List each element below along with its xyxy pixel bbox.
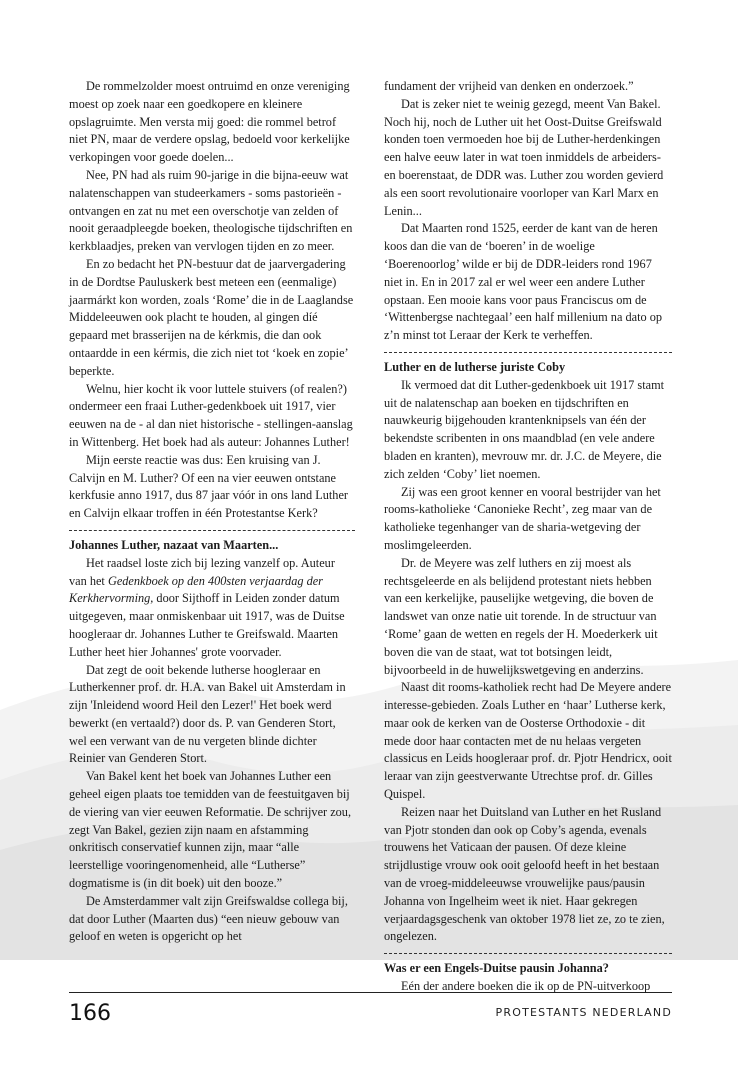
paragraph: Eén der andere boeken die ik op de PN-uitverkoop — [401, 979, 651, 994]
section-divider — [384, 953, 672, 954]
section-divider — [384, 352, 672, 353]
paragraph: fundament der vrijheid van denken en onderzoek.” — [384, 79, 634, 93]
section-heading: Luther en de lutherse juriste Coby — [384, 359, 566, 374]
paragraph: En zo bedacht het PN-bestuur dat de jaarvergadering in de Dordtse Pauluskerk best meteen een (eenmalige) jaarmárkt kon worden, zoals ‘Rome’ die in de Laaglandse Middeleeuwen ook placht te houden, al gingen díé gepaard met brasserijen na de kérkmis, die dan ook ontaardde in een kérmis, die zich niet tot ‘koek en zopie’ beperkte. — [69, 256, 354, 378]
right-column — [384, 78, 672, 996]
section-divider — [69, 530, 355, 531]
paragraph: Dat Maarten rond 1525, eerder de kant van de heren koos dan die van de ‘boeren’ in de woelige ‘Boerenoorlog’ wilde er bij de DDR-leiders rond 1967 niet in. En in 2017 zal er wel weer een andere Luther opstaan. Een mooie kans voor paus Franciscus om de ‘Wittenbergse nachtegaal’ een half millenium na dato op z’n minst tot Leraar der Kerk te verheffen. — [384, 221, 663, 343]
book-title: Gedenkboek op den 400sten verjaardag der Kerkhervorming, — [69, 573, 323, 606]
paragraph: Zij was een groot kenner en vooral bestrijder van het rooms-katholieke ‘Canonieke Recht’, zeg maar van de katholieke tegenhanger van de sharia-wetgeving der moslimgeleerden. — [384, 484, 661, 552]
section-heading: Was er een Engels-Duitse pausin Johanna? — [384, 961, 609, 976]
paragraph-text: Het raadsel loste zich bij lezing vanzelf op. Auteur van het — [69, 555, 335, 588]
paragraph: Dr. de Meyere was zelf luthers en zij moest als rechtsgeleerde en als belijdend protestant niets hebben van een kerkelijke, pauselijke wetgeving, die boven de landswet van onze natie uit torende. In de structuur van ‘Rome’ gaan de wetten en regels der H. Moederkerk uit boven die van de staat, wat tot botsingen leidt, bijvoorbeeld in de huwelijkswetgeving en anderzins. — [384, 555, 658, 677]
magazine-name: PROTESTANTS NEDERLAND — [495, 1006, 672, 1019]
section-heading: Johannes Luther, nazaat van Maarten... — [69, 537, 279, 552]
paragraph: Welnu, hier kocht ik voor luttele stuivers (of realen?) ondermeer een fraai Luther-gedenkboek uit 1917, vier eeuwen na de - al dan niet historische - stellingen-aanslag in Wittenberg. Het boek had als auteur: Johannes Luther! — [69, 381, 353, 449]
page-number: 166 — [69, 1001, 111, 1026]
paragraph: Ik vermoed dat dit Luther-gedenkboek uit 1917 stamt uit de nalatenschap aan boeken en tijdschriften en nauwkeurig bijgehouden krantenknipsels van één der bekendste scribenten in ons maandblad (en vele andere bladen en kranten), mevrouw mr. dr. J.C. de Meyere, die zich zelden ‘Coby’ liet noemen. — [384, 377, 665, 481]
paragraph: De rommelzolder moest ontruimd en onze vereniging moest op zoek naar een goedkopere en kleinere opslagruimte. Men versta mij goed: die rommel betrof niet PN, maar de verdere opslag, bedoeld voor kerkelijke verkopingen voor goede doelen... — [69, 79, 350, 165]
paragraph-text: door Sijthoff in Leiden zonder datum uitgegeven, maar onmiskenbaar uit 1917, was de Duitse hoogleraar dr. Johannes Luther te Greifswald. Maarten Luther heet hier Johannes' grote voorvader. — [69, 591, 345, 659]
paragraph: Reizen naar het Duitsland van Luther en het Rusland van Pjotr stonden dan ook op Coby’s agenda, evenals trouwens het Vaticaan der pausen. Of deze kleine strijdlustige vrouw ook ooit geloofd heeft in het bestaan van de vroeg-middeleeuwse vrouwelijke paus/pausin Johanna von Ingelheim weet ik niet. Haar gekregen verjaardagsgeschenk van oktober 1978 liet ze, zo te zien, ongelezen. — [384, 804, 665, 944]
left-column — [69, 78, 355, 946]
paragraph: Mijn eerste reactie was dus: Een kruising van J. Calvijn en M. Luther? Of een na vier eeuwen ontstane kerkfusie anno 1917, dus 87 jaar vóór in ons land Luther en Calvijn elkaar troffen in één Protestantse Kerk? — [69, 452, 349, 521]
paragraph: Nee, PN had als ruim 90-jarige in die bijna-eeuw wat nalatenschappen van studeerkamers - soms pastorieën - ontvangen en zat nu met een overschotje van zelden of nooit geraadpleegde boeken, theologische tijdschriften en kerkblaadjes, preken van vervlogen tijden en zo meer. — [69, 167, 353, 254]
paragraph: Naast dit rooms-katholiek recht had De Meyere andere interesse-gebieden. Zoals Luther en ‘haar’ Lutherse kerk, maar ook de kerken van de Oosterse Orthodoxie - dit mede door haar contacten met de nu helaas vergeten classicus en Leids hoogleraar prof. dr. Pjotr Hendricx, ooit leraar van zijn geestverwante Utrechtse prof. dr. Gilles Quispel. — [384, 680, 672, 802]
paragraph: Dat is zeker niet te weinig gezegd, meent Van Bakel. Noch hij, noch de Luther uit het Oost-Duitse Greifswald konden toen vermoeden hoe bij de Luther-herdenkingen een halve eeuw later in wat toen inmiddels de arbeiders- en boerenstaat, de DDR was. Luther zou worden gevierd als een soort revolutionaire voorloper van Karl Marx en Lenin... — [384, 96, 664, 218]
paragraph: Van Bakel kent het boek van Johannes Luther een geheel eigen plaats toe temidden van de feestuitgaven bij de viering van vier eeuwen Reformatie. De schrijver zou, zegt Van Bakel, gezien zijn naam en afstamming onkritisch conservatief kunnen zijn, maar “alle leerstellige vooringenomenheid, alle “Lutherse” dogmatisme is (in dit boek) uit den booze.” — [69, 769, 352, 891]
paragraph — [69, 555, 355, 662]
paragraph: De Amsterdammer valt zijn Greifswaldse collega bij, dat door Luther (Maarten dus) “een nieuw gebouw van geloof en weten is opgericht op het — [69, 893, 348, 944]
paragraph: Dat zegt de ooit bekende lutherse hoogleraar en Lutherkenner prof. dr. H.A. van Bakel uit Amsterdam in zijn 'Inleidend woord Heil den Lezer!' Het boek werd bewerkt (en vertaald?) door ds. P. van Genderen Stort, wel een verwant van de nu vergeten blinde dichter Reinier van Genderen Stort. — [69, 662, 346, 766]
